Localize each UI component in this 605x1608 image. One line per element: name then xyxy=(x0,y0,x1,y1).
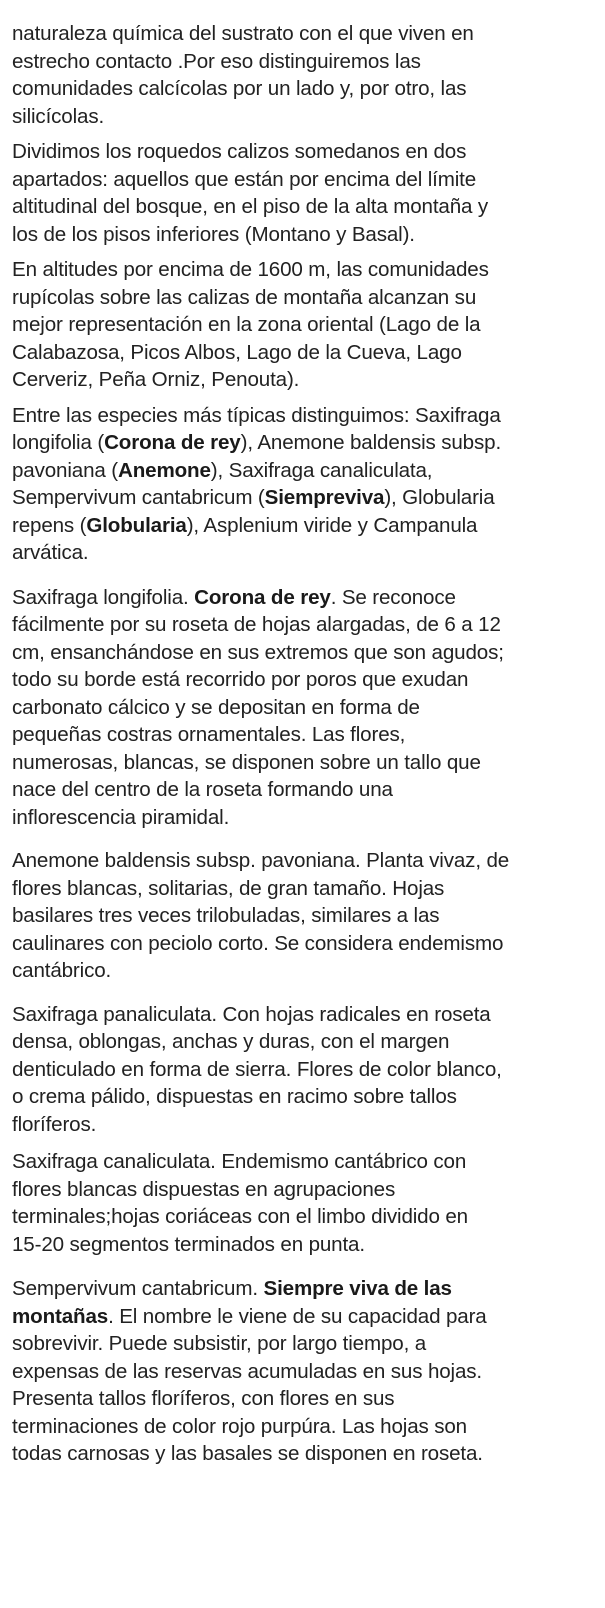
text-segment: ), Asplenium viride y Campanula xyxy=(186,513,478,537)
text-line xyxy=(12,1148,594,1176)
text-segment: ), Globularia xyxy=(384,486,495,509)
text-segment: longifolia ( xyxy=(12,431,105,454)
text-line xyxy=(12,402,594,430)
text-line xyxy=(12,721,594,749)
text-line xyxy=(12,847,594,875)
text-segment: En altitudes por encima de 1600 m, las comunidades xyxy=(12,258,489,281)
text-segment: basilares tres veces trilobuladas, similares a las xyxy=(12,904,440,927)
text-line xyxy=(12,1303,594,1331)
text-segment: Cerveriz, Peña Orniz, Penouta). xyxy=(12,368,300,391)
text-line xyxy=(12,484,594,512)
text-segment: Sempervivum cantabricum. xyxy=(12,1277,264,1300)
text-segment: Saxifraga panaliculata. Con hojas radicales en roseta xyxy=(12,1002,491,1026)
text-line xyxy=(12,1358,594,1386)
text-line xyxy=(12,1001,594,1029)
text-line xyxy=(12,284,594,312)
text-line xyxy=(12,666,594,694)
text-segment: flores blancas, solitarias, de gran tamaño. Hojas xyxy=(12,876,445,900)
text-segment: arvática. xyxy=(12,541,89,564)
bold-common-name: Corona de rey xyxy=(104,431,241,454)
text-segment: terminaciones de color rojo purpúra. Las hojas son xyxy=(12,1414,467,1438)
text-segment: terminales;hojas coriáceas con el limbo dividido en xyxy=(12,1205,468,1228)
text-segment: mejor representación en la zona oriental (Lago de la xyxy=(12,313,481,336)
text-segment: ), Anemone baldensis subsp. xyxy=(240,431,502,454)
text-segment: apartados: aquellos que están por encima del límite xyxy=(12,167,477,191)
text-line xyxy=(12,429,594,457)
paragraph-altitudes xyxy=(12,256,594,394)
text-segment: naturaleza química del sustrato con el que viven en xyxy=(12,22,474,45)
text-line xyxy=(12,875,594,903)
text-segment: Saxifraga longifolia. xyxy=(12,585,195,609)
text-segment: silicícolas. xyxy=(12,104,105,128)
text-line xyxy=(12,166,594,194)
text-segment: todas carnosas y las basales se disponen en roseta. xyxy=(12,1442,483,1465)
text-segment: altitudinal del bosque, en el piso de la alta montaña y xyxy=(12,195,489,218)
text-segment: Entre las especies más típicas distinguimos: Saxifraga xyxy=(12,403,501,427)
text-line xyxy=(12,1176,594,1204)
text-line xyxy=(12,1056,594,1084)
text-line xyxy=(12,749,594,777)
text-segment: . El nombre le viene de su capacidad para xyxy=(108,1304,487,1328)
text-line xyxy=(12,957,594,985)
text-segment: Saxifraga canaliculata. Endemismo cantábrico con xyxy=(12,1150,467,1173)
text-segment: ), Saxifraga canaliculata, xyxy=(210,458,433,482)
text-line xyxy=(12,138,594,166)
paragraph-species xyxy=(12,402,594,567)
text-segment: densa, oblongas, anchas y duras, con el margen xyxy=(12,1030,450,1053)
text-line xyxy=(12,611,594,639)
text-line xyxy=(12,639,594,667)
text-segment: comunidades calcícolas por un lado y, por otro, las xyxy=(12,77,467,100)
text-segment: todo su borde está recorrido por poros que exudan xyxy=(12,668,469,691)
bold-common-name: Siempreviva xyxy=(264,486,385,509)
text-line xyxy=(12,339,594,367)
bold-common-name: Anemone xyxy=(117,458,211,482)
text-line xyxy=(12,539,594,567)
text-segment: expensas de las reservas acumuladas en sus hojas. xyxy=(12,1359,483,1383)
text-line xyxy=(12,1440,594,1468)
text-line xyxy=(12,804,594,832)
text-segment: floríferos. xyxy=(12,1112,97,1136)
text-line xyxy=(12,221,594,249)
text-segment: Dividimos los roquedos calizos somedanos en dos xyxy=(12,140,467,163)
paragraph-roquedos xyxy=(12,138,594,248)
text-line xyxy=(12,193,594,221)
text-segment: carbonato cálcico y se depositan en forma de xyxy=(12,695,420,719)
text-segment: cm, ensanchándose en sus extremos que son agudos; xyxy=(12,640,504,664)
text-segment: rupícolas sobre las calizas de montaña alcanzan su xyxy=(12,285,477,309)
bold-common-name: Globularia xyxy=(86,513,187,537)
text-line xyxy=(12,457,594,485)
text-line xyxy=(12,584,594,612)
text-line xyxy=(12,1203,594,1231)
text-segment: los de los pisos inferiores (Montano y Basal). xyxy=(12,222,415,246)
text-segment: . Se reconoce xyxy=(330,585,456,609)
bold-common-name: Siempre viva de las xyxy=(263,1277,452,1300)
text-segment: caulinares con peciolo corto. Se considera endemismo xyxy=(12,931,504,955)
text-segment: numerosas, blancas, se disponen sobre un tallo que xyxy=(12,750,481,774)
text-segment: Presenta tallos floríferos, con flores en sus xyxy=(12,1387,395,1410)
paragraph-saxifraga-canaliculata xyxy=(12,1148,594,1258)
text-line xyxy=(12,1413,594,1441)
text-segment: pavoniana ( xyxy=(12,458,118,482)
text-segment: 15-20 segmentos terminados en punta. xyxy=(12,1232,365,1256)
text-line xyxy=(12,1028,594,1056)
text-line xyxy=(12,1111,594,1139)
text-line xyxy=(12,311,594,339)
text-line xyxy=(12,103,594,131)
text-line xyxy=(12,1275,594,1303)
text-line xyxy=(12,75,594,103)
text-segment: inflorescencia piramidal. xyxy=(12,805,230,829)
document-page xyxy=(12,20,594,1468)
text-segment: sobrevivir. Puede subsistir, por largo tiempo, a xyxy=(12,1332,427,1355)
text-segment: nace del centro de la roseta formando una xyxy=(12,778,393,801)
text-segment: Sempervivum cantabricum ( xyxy=(12,486,265,509)
text-line xyxy=(12,902,594,930)
text-segment: Anemone baldensis subsp. pavoniana. Planta vivaz, de xyxy=(12,849,510,872)
text-line xyxy=(12,48,594,76)
text-line xyxy=(12,1083,594,1111)
text-segment: fácilmente por su roseta de hojas alargadas, de 6 a 12 xyxy=(12,613,501,636)
text-segment: Calabazosa, Picos Albos, Lago de la Cueva, Lago xyxy=(12,340,462,364)
text-line xyxy=(12,694,594,722)
text-line xyxy=(12,256,594,284)
text-segment: o crema pálido, dispuestas en racimo sobre tallos xyxy=(12,1085,457,1108)
text-segment: denticulado en forma de sierra. Flores de color blanco, xyxy=(12,1057,502,1081)
bold-common-name: montañas xyxy=(12,1304,109,1328)
paragraph-saxifraga-panaliculata xyxy=(12,1001,594,1139)
text-line xyxy=(12,20,594,48)
text-line xyxy=(12,1231,594,1259)
text-line xyxy=(12,1385,594,1413)
text-line xyxy=(12,776,594,804)
text-segment: flores blancas dispuestas en agrupaciones xyxy=(12,1177,396,1201)
paragraph-anemone xyxy=(12,847,594,985)
paragraph-sempervivum xyxy=(12,1275,594,1468)
paragraph-saxifraga-longifolia xyxy=(12,584,594,832)
text-line xyxy=(12,1330,594,1358)
text-segment: cantábrico. xyxy=(12,959,112,982)
text-segment: pequeñas costras ornamentales. Las flores, xyxy=(12,723,406,746)
text-line xyxy=(12,930,594,958)
paragraph-substrate xyxy=(12,20,594,130)
bold-common-name: Corona de rey xyxy=(194,585,331,609)
text-segment: estrecho contacto .Por eso distinguiremos las xyxy=(12,49,421,73)
text-line xyxy=(12,512,594,540)
text-line xyxy=(12,366,594,394)
text-segment: repens ( xyxy=(12,513,87,537)
